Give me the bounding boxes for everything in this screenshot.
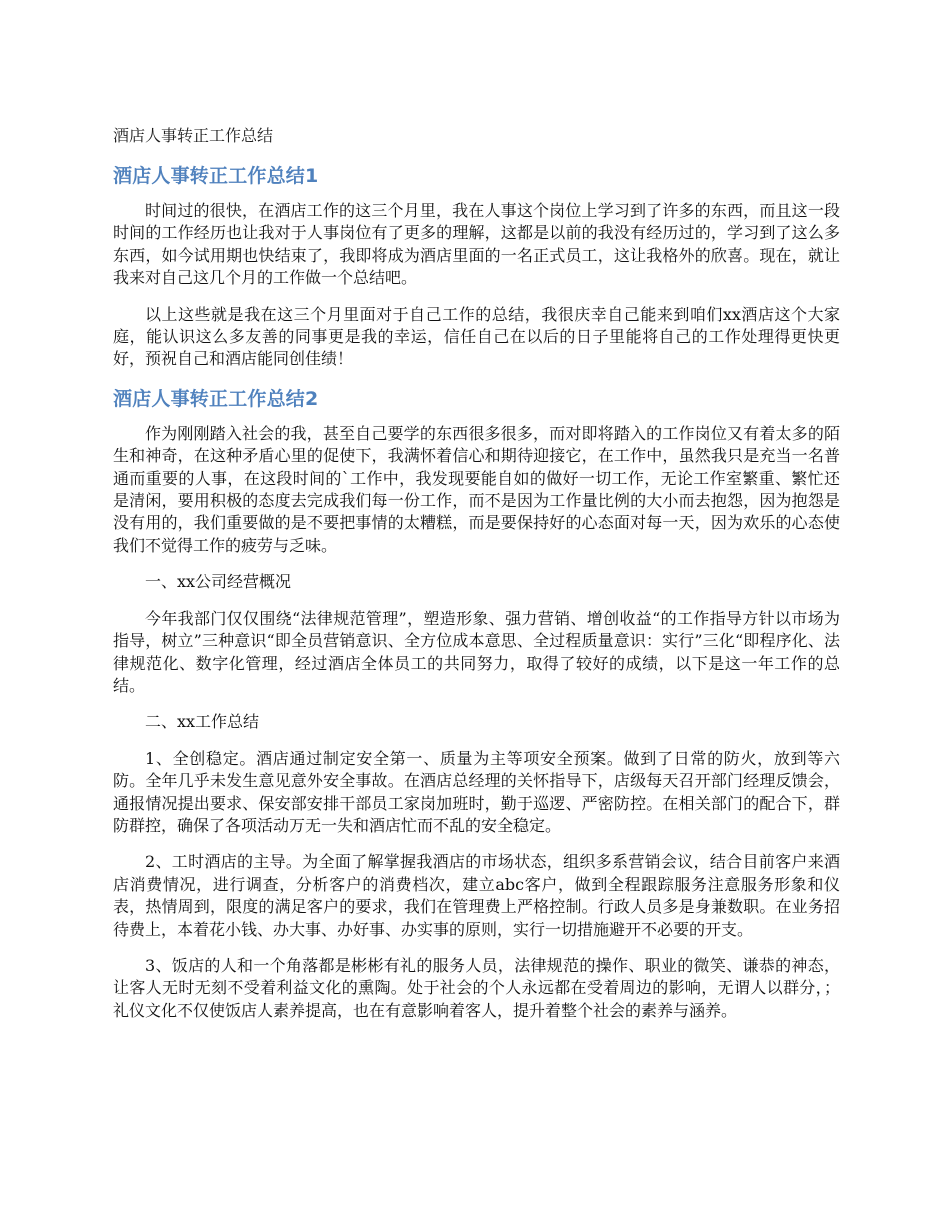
section-1 bbox=[113, 162, 840, 371]
paragraph: 2、工时酒店的主导。为全面了解掌握我酒店的市场状态，组织多系营销会议，结合目前客户来酒店消费情况，进行调查，分析客户的消费档次，建立abc客户，做到全程跟踪服务注意服务形象和仪表，热情周到，限度的满足客户的要求，我们在管理费上严格控制。行政人员多是身兼数职。在业务招待费上，本着花小钱、办大事、办好事、办实事的原则，实行一切措施避开不必要的开支。 bbox=[113, 852, 840, 939]
paragraph: 3、饭店的人和一个角落都是彬彬有礼的服务人员，法律规范的操作、职业的微笑、谦恭的神态，让客人无时无刻不受着利益文化的熏陶。处于社会的个人永远都在受着周边的影响，无谓人以群分，；礼仪文化不仅使饭店人素养提高，也在有意影响着客人，提升着整个社会的素养与涵养。 bbox=[113, 955, 840, 1020]
section-2 bbox=[113, 385, 840, 1022]
document-title: 酒店人事转正工作总结 bbox=[113, 126, 274, 145]
section-heading: 酒店人事转正工作总结1 bbox=[113, 165, 319, 187]
paragraph: 作为刚刚踏入社会的我，甚至自己要学的东西很多很多，而对即将踏入的工作岗位又有着太多的陌生和神奇，在这种矛盾心里的促使下，我满怀着信心和期待迎接它，在工作中，虽然我只是充当一名普通而重要的人事，在这段时间的`工作中，我发现要能自如的做好一切工作，无论工作室繁重、繁忙还是清闲，要用积极的态度去完成我们每一份工作，而不是因为工作量比例的大小而去抱怨，因为抱怨是没有用的，我们重要做的是不要把事情的太糟糕，而是要保持好的心态面对每一天，因为欢乐的心态使我们不觉得工作的疲劳与乏味。 bbox=[113, 423, 840, 555]
section-heading: 酒店人事转正工作总结2 bbox=[113, 387, 319, 410]
subheading-company-overview: 一、xx公司经营概况 bbox=[145, 572, 292, 592]
paragraph: 今年我部门仅仅围绕“法律规范管理”，塑造形象、强力营销、增创收益“的工作指导方针以市场为指导，树立”三种意识“即全员营销意识、全方位成本意思、全过程质量意识：实行”三化“即程序化、法律规范化、数字化管理，经过酒店全体员工的共同努力，取得了较好的成绩，以下是这一年工作的总结。 bbox=[113, 608, 840, 695]
paragraph: 1、全创稳定。酒店通过制定安全第一、质量为主等项安全预案。做到了日常的防火，放到等六防。全年几乎未发生意见意外安全事故。在酒店总经理的关怀指导下，店级每天召开部门经理反馈会，通报情况提出要求、保安部安排干部员工家岗加班时，勤于巡逻、严密防控。在相关部门的配合下，群防群控，确保了各项活动万无一失和酒店忙而不乱的安全稳定。 bbox=[113, 748, 840, 835]
paragraph: 以上这些就是我在这三个月里面对于自己工作的总结，我很庆幸自己能来到咱们xx酒店这个大家庭，能认识这么多友善的同事更是我的幸运，信任自己在以后的日子里能将自己的工作处理得更快更好，预祝自己和酒店能同创佳绩！ bbox=[113, 304, 840, 369]
document-page bbox=[113, 124, 840, 1036]
subheading-work-summary: 二、xx工作总结 bbox=[145, 712, 260, 732]
paragraph: 时间过的很快，在酒店工作的这三个月里，我在人事这个岗位上学习到了许多的东西，而且这一段时间的工作经历也让我对于人事岗位有了更多的理解，这都是以前的我没有经历过的，学习到了这么多东西，如今试用期也快结束了，我即将成为酒店里面的一名正式员工，这让我格外的欣喜。现在，就让我来对自己这几个月的工作做一个总结吧。 bbox=[113, 201, 840, 288]
